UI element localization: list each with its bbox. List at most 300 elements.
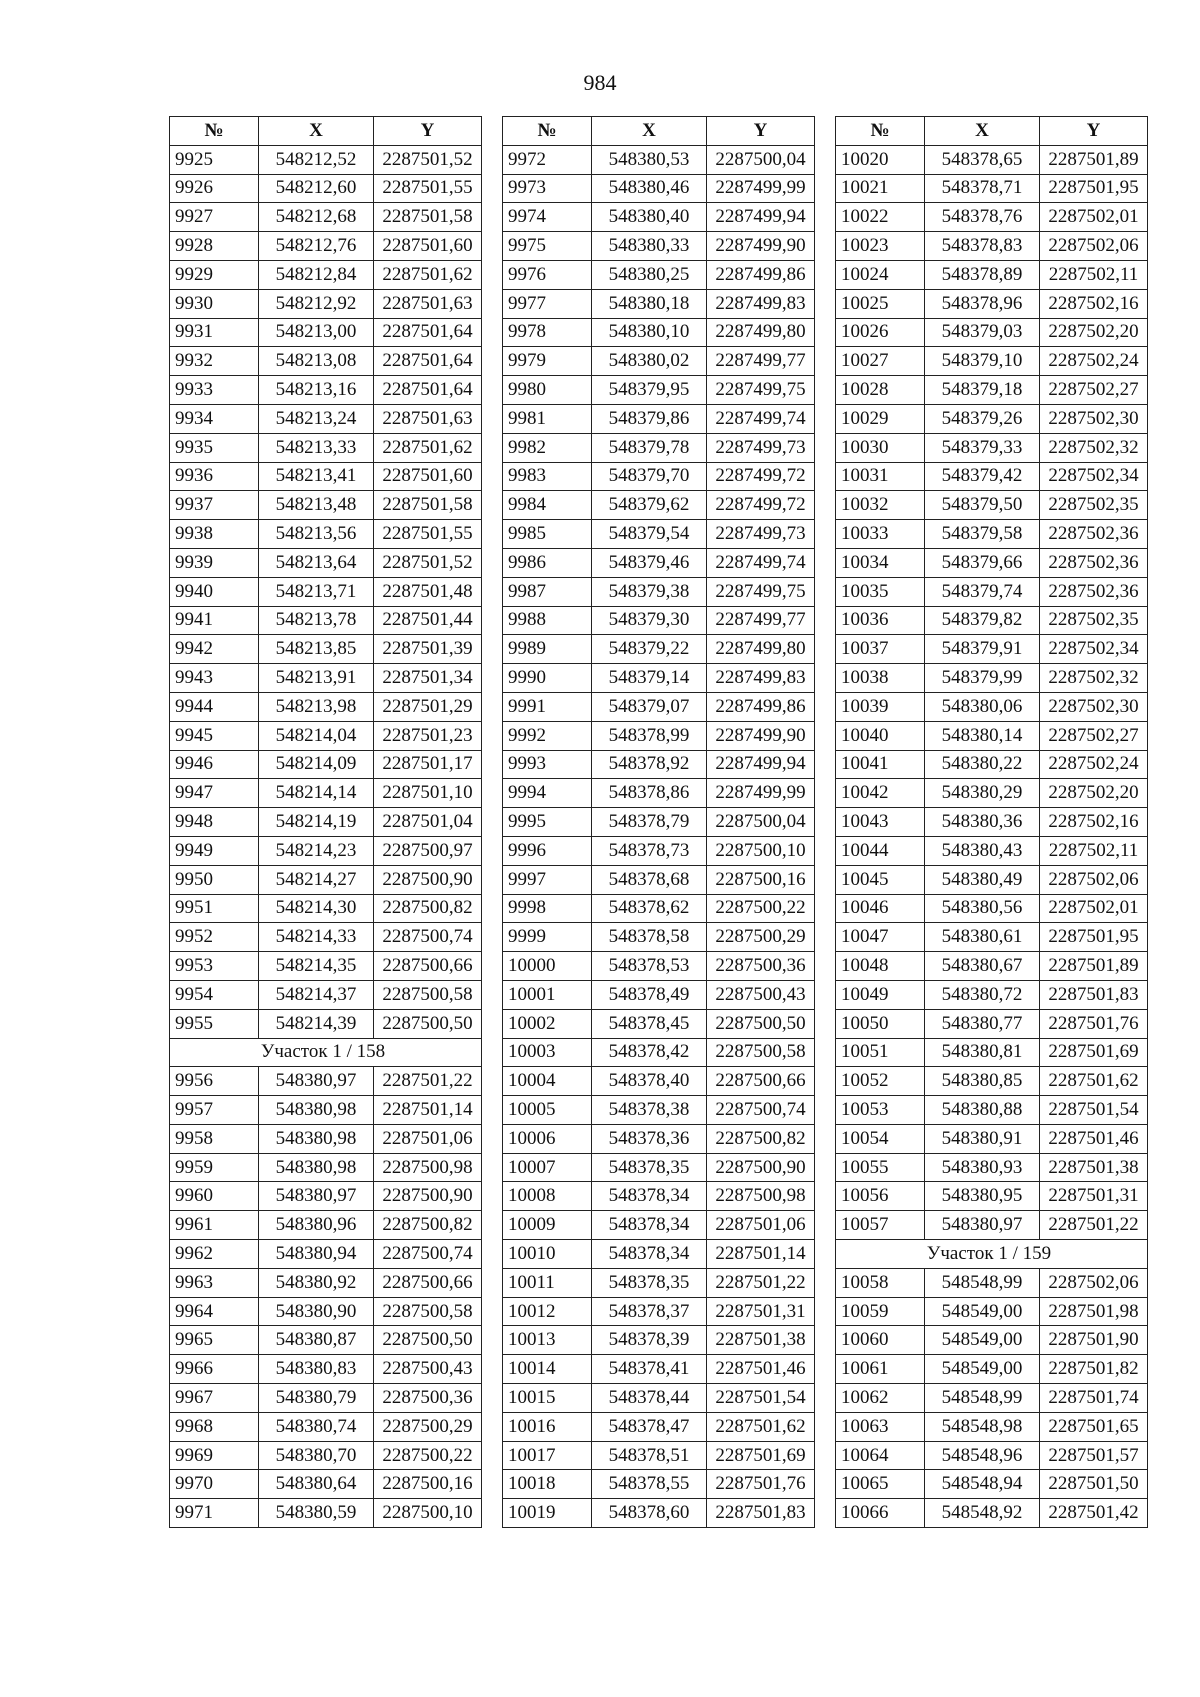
point-number-cell: 10020 [836,145,925,174]
y-coordinate-cell: 2287500,66 [374,952,482,981]
x-coordinate-cell: 548378,96 [925,289,1040,318]
table-row [503,750,815,779]
table-row [836,577,1148,606]
table-row [503,865,815,894]
x-coordinate-cell: 548379,07 [592,692,707,721]
table-row [503,1412,815,1441]
x-coordinate-cell: 548380,59 [259,1499,374,1528]
table-row [836,865,1148,894]
x-coordinate-cell: 548214,35 [259,952,374,981]
x-coordinate-cell: 548380,96 [259,1211,374,1240]
page-number: 984 [583,70,617,95]
point-number-cell: 10022 [836,203,925,232]
point-number-cell: 9951 [170,894,259,923]
table-row [836,1038,1148,1067]
y-coordinate-cell: 2287501,55 [374,520,482,549]
y-coordinate-cell: 2287501,83 [1040,980,1148,1009]
point-number-cell: 9970 [170,1470,259,1499]
x-coordinate-cell: 548213,98 [259,692,374,721]
table-row [170,376,482,405]
x-coordinate-cell: 548214,09 [259,750,374,779]
y-coordinate-cell: 2287499,72 [707,462,815,491]
table-row [836,664,1148,693]
x-coordinate-cell: 548378,37 [592,1297,707,1326]
x-coordinate-cell: 548214,14 [259,779,374,808]
y-coordinate-cell: 2287501,46 [1040,1124,1148,1153]
x-coordinate-cell: 548378,79 [592,808,707,837]
point-number-cell: 10023 [836,232,925,261]
x-coordinate-cell: 548379,82 [925,606,1040,635]
point-number-cell: 9946 [170,750,259,779]
table-row [836,836,1148,865]
point-number-cell: 9932 [170,347,259,376]
table-row [170,232,482,261]
x-coordinate-cell: 548378,34 [592,1240,707,1269]
point-number-cell: 9981 [503,404,592,433]
column-header-number: № [836,117,925,146]
point-number-cell: 10044 [836,836,925,865]
x-coordinate-cell: 548379,58 [925,520,1040,549]
x-coordinate-cell: 548380,61 [925,923,1040,952]
y-coordinate-cell: 2287501,10 [374,779,482,808]
point-number-cell: 10049 [836,980,925,1009]
point-number-cell: 9978 [503,318,592,347]
y-coordinate-cell: 2287501,74 [1040,1384,1148,1413]
y-coordinate-cell: 2287502,06 [1040,1268,1148,1297]
y-coordinate-cell: 2287499,75 [707,577,815,606]
table-row [836,318,1148,347]
point-number-cell: 9935 [170,433,259,462]
point-number-cell: 9985 [503,520,592,549]
x-coordinate-cell: 548380,98 [259,1124,374,1153]
table-row [836,1211,1148,1240]
table-row [836,1441,1148,1470]
point-number-cell: 9967 [170,1384,259,1413]
table-row [836,952,1148,981]
table-row [836,433,1148,462]
point-number-cell: 10039 [836,692,925,721]
table-row [170,433,482,462]
y-coordinate-cell: 2287502,06 [1040,865,1148,894]
table-row [836,980,1148,1009]
table-row [503,1009,815,1038]
x-coordinate-cell: 548380,74 [259,1412,374,1441]
point-number-cell: 9969 [170,1441,259,1470]
y-coordinate-cell: 2287501,62 [1040,1067,1148,1096]
table-row [503,923,815,952]
x-coordinate-cell: 548213,16 [259,376,374,405]
x-coordinate-cell: 548214,30 [259,894,374,923]
y-coordinate-cell: 2287501,54 [707,1384,815,1413]
y-coordinate-cell: 2287499,90 [707,232,815,261]
y-coordinate-cell: 2287500,29 [374,1412,482,1441]
x-coordinate-cell: 548379,99 [925,664,1040,693]
table-row [170,808,482,837]
table-row [170,548,482,577]
x-coordinate-cell: 548378,42 [592,1038,707,1067]
y-coordinate-cell: 2287501,60 [374,462,482,491]
coordinates-table-1 [169,116,482,1528]
y-coordinate-cell: 2287502,16 [1040,289,1148,318]
table-row [170,491,482,520]
point-number-cell: 9950 [170,865,259,894]
y-coordinate-cell: 2287499,80 [707,635,815,664]
point-number-cell: 10038 [836,664,925,693]
x-coordinate-cell: 548380,92 [259,1268,374,1297]
point-number-cell: 9996 [503,836,592,865]
point-number-cell: 9933 [170,376,259,405]
point-number-cell: 10047 [836,923,925,952]
x-coordinate-cell: 548378,86 [592,779,707,808]
y-coordinate-cell: 2287502,11 [1040,836,1148,865]
table-row [170,635,482,664]
point-number-cell: 10016 [503,1412,592,1441]
table-row [503,1499,815,1528]
y-coordinate-cell: 2287501,89 [1040,952,1148,981]
y-coordinate-cell: 2287501,64 [374,318,482,347]
point-number-cell: 9975 [503,232,592,261]
y-coordinate-cell: 2287499,74 [707,404,815,433]
y-coordinate-cell: 2287501,04 [374,808,482,837]
table-row [836,808,1148,837]
y-coordinate-cell: 2287500,50 [374,1326,482,1355]
table-row [503,1182,815,1211]
point-number-cell: 9968 [170,1412,259,1441]
y-coordinate-cell: 2287501,58 [374,203,482,232]
y-coordinate-cell: 2287501,64 [374,347,482,376]
table-row [170,145,482,174]
y-coordinate-cell: 2287501,62 [707,1412,815,1441]
table-row [836,1067,1148,1096]
point-number-cell: 10045 [836,865,925,894]
y-coordinate-cell: 2287499,77 [707,347,815,376]
table-row [503,894,815,923]
point-number-cell: 10054 [836,1124,925,1153]
x-coordinate-cell: 548380,97 [259,1067,374,1096]
y-coordinate-cell: 2287500,98 [374,1153,482,1182]
y-coordinate-cell: 2287501,82 [1040,1355,1148,1384]
x-coordinate-cell: 548378,49 [592,980,707,1009]
y-coordinate-cell: 2287499,86 [707,692,815,721]
y-coordinate-cell: 2287501,76 [1040,1009,1148,1038]
y-coordinate-cell: 2287500,58 [707,1038,815,1067]
point-number-cell: 10042 [836,779,925,808]
x-coordinate-cell: 548380,91 [925,1124,1040,1153]
table-row [503,1297,815,1326]
point-number-cell: 9973 [503,174,592,203]
table-row [503,520,815,549]
coordinates-table-2 [502,116,815,1528]
table-row [170,1326,482,1355]
x-coordinate-cell: 548213,71 [259,577,374,606]
table-row [170,289,482,318]
x-coordinate-cell: 548380,64 [259,1470,374,1499]
point-number-cell: 10006 [503,1124,592,1153]
column-header-y: Y [374,117,482,146]
table-row [503,1470,815,1499]
point-number-cell: 10027 [836,347,925,376]
table-row [503,808,815,837]
x-coordinate-cell: 548379,46 [592,548,707,577]
y-coordinate-cell: 2287500,50 [707,1009,815,1038]
y-coordinate-cell: 2287499,72 [707,491,815,520]
table-row [170,1211,482,1240]
x-coordinate-cell: 548380,43 [925,836,1040,865]
y-coordinate-cell: 2287500,16 [374,1470,482,1499]
table-row [503,491,815,520]
point-number-cell: 9928 [170,232,259,261]
x-coordinate-cell: 548378,36 [592,1124,707,1153]
table-row [170,865,482,894]
x-coordinate-cell: 548549,00 [925,1297,1040,1326]
table-row [503,606,815,635]
x-coordinate-cell: 548548,94 [925,1470,1040,1499]
y-coordinate-cell: 2287501,44 [374,606,482,635]
y-coordinate-cell: 2287502,32 [1040,664,1148,693]
y-coordinate-cell: 2287501,50 [1040,1470,1148,1499]
x-coordinate-cell: 548378,89 [925,260,1040,289]
x-coordinate-cell: 548379,74 [925,577,1040,606]
table-row [170,318,482,347]
point-number-cell: 9959 [170,1153,259,1182]
point-number-cell: 10037 [836,635,925,664]
table-row [503,577,815,606]
point-number-cell: 10057 [836,1211,925,1240]
table-row [170,1182,482,1211]
y-coordinate-cell: 2287501,57 [1040,1441,1148,1470]
table-row [170,836,482,865]
y-coordinate-cell: 2287501,89 [1040,145,1148,174]
table-row [836,1384,1148,1413]
x-coordinate-cell: 548214,27 [259,865,374,894]
point-number-cell: 9929 [170,260,259,289]
point-number-cell: 9982 [503,433,592,462]
point-number-cell: 9977 [503,289,592,318]
table-row [170,1124,482,1153]
y-coordinate-cell: 2287502,20 [1040,318,1148,347]
table-row [836,750,1148,779]
table-row [836,606,1148,635]
x-coordinate-cell: 548379,62 [592,491,707,520]
point-number-cell: 9958 [170,1124,259,1153]
point-number-cell: 9980 [503,376,592,405]
y-coordinate-cell: 2287501,38 [707,1326,815,1355]
x-coordinate-cell: 548379,91 [925,635,1040,664]
point-number-cell: 9949 [170,836,259,865]
y-coordinate-cell: 2287500,66 [374,1268,482,1297]
table-row [170,1067,482,1096]
x-coordinate-cell: 548378,51 [592,1441,707,1470]
point-number-cell: 9925 [170,145,259,174]
point-number-cell: 9931 [170,318,259,347]
x-coordinate-cell: 548213,56 [259,520,374,549]
x-coordinate-cell: 548213,08 [259,347,374,376]
table-row [836,289,1148,318]
point-number-cell: 10003 [503,1038,592,1067]
y-coordinate-cell: 2287501,95 [1040,174,1148,203]
x-coordinate-cell: 548378,99 [592,721,707,750]
y-coordinate-cell: 2287500,58 [374,1297,482,1326]
x-coordinate-cell: 548378,47 [592,1412,707,1441]
point-number-cell: 9991 [503,692,592,721]
y-coordinate-cell: 2287500,74 [374,1240,482,1269]
column-header-x: X [259,117,374,146]
point-number-cell: 10034 [836,548,925,577]
y-coordinate-cell: 2287501,62 [374,433,482,462]
x-coordinate-cell: 548378,60 [592,1499,707,1528]
y-coordinate-cell: 2287501,63 [374,404,482,433]
table-row [836,1297,1148,1326]
point-number-cell: 10031 [836,462,925,491]
table-row [170,1384,482,1413]
x-coordinate-cell: 548378,34 [592,1182,707,1211]
y-coordinate-cell: 2287501,69 [1040,1038,1148,1067]
x-coordinate-cell: 548380,29 [925,779,1040,808]
x-coordinate-cell: 548379,14 [592,664,707,693]
y-coordinate-cell: 2287500,74 [707,1096,815,1125]
point-number-cell: 10063 [836,1412,925,1441]
table-row [170,520,482,549]
point-number-cell: 10011 [503,1268,592,1297]
table-row [170,692,482,721]
point-number-cell: 9960 [170,1182,259,1211]
x-coordinate-cell: 548379,30 [592,606,707,635]
point-number-cell: 10036 [836,606,925,635]
y-coordinate-cell: 2287501,58 [374,491,482,520]
section-header-row [836,1240,1148,1269]
y-coordinate-cell: 2287501,55 [374,174,482,203]
y-coordinate-cell: 2287501,06 [374,1124,482,1153]
x-coordinate-cell: 548380,94 [259,1240,374,1269]
x-coordinate-cell: 548214,04 [259,721,374,750]
x-coordinate-cell: 548378,65 [925,145,1040,174]
column-header-number: № [170,117,259,146]
y-coordinate-cell: 2287501,52 [374,145,482,174]
point-number-cell: 10062 [836,1384,925,1413]
y-coordinate-cell: 2287500,82 [374,894,482,923]
table-row [170,1355,482,1384]
table-row [836,232,1148,261]
x-coordinate-cell: 548378,58 [592,923,707,952]
y-coordinate-cell: 2287501,31 [707,1297,815,1326]
point-number-cell: 10033 [836,520,925,549]
table-row [836,1124,1148,1153]
point-number-cell: 10018 [503,1470,592,1499]
y-coordinate-cell: 2287502,01 [1040,203,1148,232]
y-coordinate-cell: 2287500,98 [707,1182,815,1211]
y-coordinate-cell: 2287499,99 [707,779,815,808]
y-coordinate-cell: 2287500,90 [374,1182,482,1211]
point-number-cell: 9966 [170,1355,259,1384]
point-number-cell: 10008 [503,1182,592,1211]
y-coordinate-cell: 2287499,77 [707,606,815,635]
y-coordinate-cell: 2287500,74 [374,923,482,952]
point-number-cell: 10059 [836,1297,925,1326]
y-coordinate-cell: 2287502,24 [1040,750,1148,779]
point-number-cell: 10046 [836,894,925,923]
x-coordinate-cell: 548380,83 [259,1355,374,1384]
table-row [836,1499,1148,1528]
table-header-row [170,117,482,146]
table-row [836,1268,1148,1297]
y-coordinate-cell: 2287501,29 [374,692,482,721]
y-coordinate-cell: 2287499,83 [707,664,815,693]
y-coordinate-cell: 2287500,82 [707,1124,815,1153]
point-number-cell: 10056 [836,1182,925,1211]
x-coordinate-cell: 548379,86 [592,404,707,433]
table-row [170,1268,482,1297]
point-number-cell: 9984 [503,491,592,520]
x-coordinate-cell: 548380,14 [925,721,1040,750]
point-number-cell: 9943 [170,664,259,693]
y-coordinate-cell: 2287500,50 [374,1009,482,1038]
table-row [170,1412,482,1441]
point-number-cell: 10029 [836,404,925,433]
table-row [836,260,1148,289]
x-coordinate-cell: 548379,66 [925,548,1040,577]
y-coordinate-cell: 2287502,32 [1040,433,1148,462]
point-number-cell: 9954 [170,980,259,1009]
x-coordinate-cell: 548379,26 [925,404,1040,433]
table-row [503,203,815,232]
x-coordinate-cell: 548380,85 [925,1067,1040,1096]
x-coordinate-cell: 548380,67 [925,952,1040,981]
section-title: Участок 1 / 159 [836,1240,1148,1269]
x-coordinate-cell: 548378,40 [592,1067,707,1096]
point-number-cell: 9926 [170,174,259,203]
table-row [503,721,815,750]
section-title: Участок 1 / 158 [170,1038,482,1067]
y-coordinate-cell: 2287501,17 [374,750,482,779]
x-coordinate-cell: 548549,00 [925,1355,1040,1384]
table-row [170,606,482,635]
x-coordinate-cell: 548548,99 [925,1268,1040,1297]
table-row [170,462,482,491]
point-number-cell: 9995 [503,808,592,837]
table-row [503,664,815,693]
point-number-cell: 9957 [170,1096,259,1125]
table-row [836,491,1148,520]
table-row [503,376,815,405]
table-row [503,318,815,347]
x-coordinate-cell: 548213,64 [259,548,374,577]
x-coordinate-cell: 548380,79 [259,1384,374,1413]
point-number-cell: 9930 [170,289,259,318]
y-coordinate-cell: 2287501,76 [707,1470,815,1499]
point-number-cell: 10010 [503,1240,592,1269]
column-header-x: X [925,117,1040,146]
y-coordinate-cell: 2287500,90 [707,1153,815,1182]
point-number-cell: 10026 [836,318,925,347]
table-row [503,635,815,664]
table-row [503,1441,815,1470]
y-coordinate-cell: 2287500,10 [707,836,815,865]
x-coordinate-cell: 548380,97 [925,1211,1040,1240]
table-row [170,1441,482,1470]
table-row [170,894,482,923]
point-number-cell: 9952 [170,923,259,952]
y-coordinate-cell: 2287502,36 [1040,548,1148,577]
point-number-cell: 10041 [836,750,925,779]
x-coordinate-cell: 548380,36 [925,808,1040,837]
x-coordinate-cell: 548380,70 [259,1441,374,1470]
table-row [503,1124,815,1153]
y-coordinate-cell: 2287501,98 [1040,1297,1148,1326]
point-number-cell: 9976 [503,260,592,289]
y-coordinate-cell: 2287500,22 [707,894,815,923]
x-coordinate-cell: 548549,00 [925,1326,1040,1355]
x-coordinate-cell: 548378,76 [925,203,1040,232]
